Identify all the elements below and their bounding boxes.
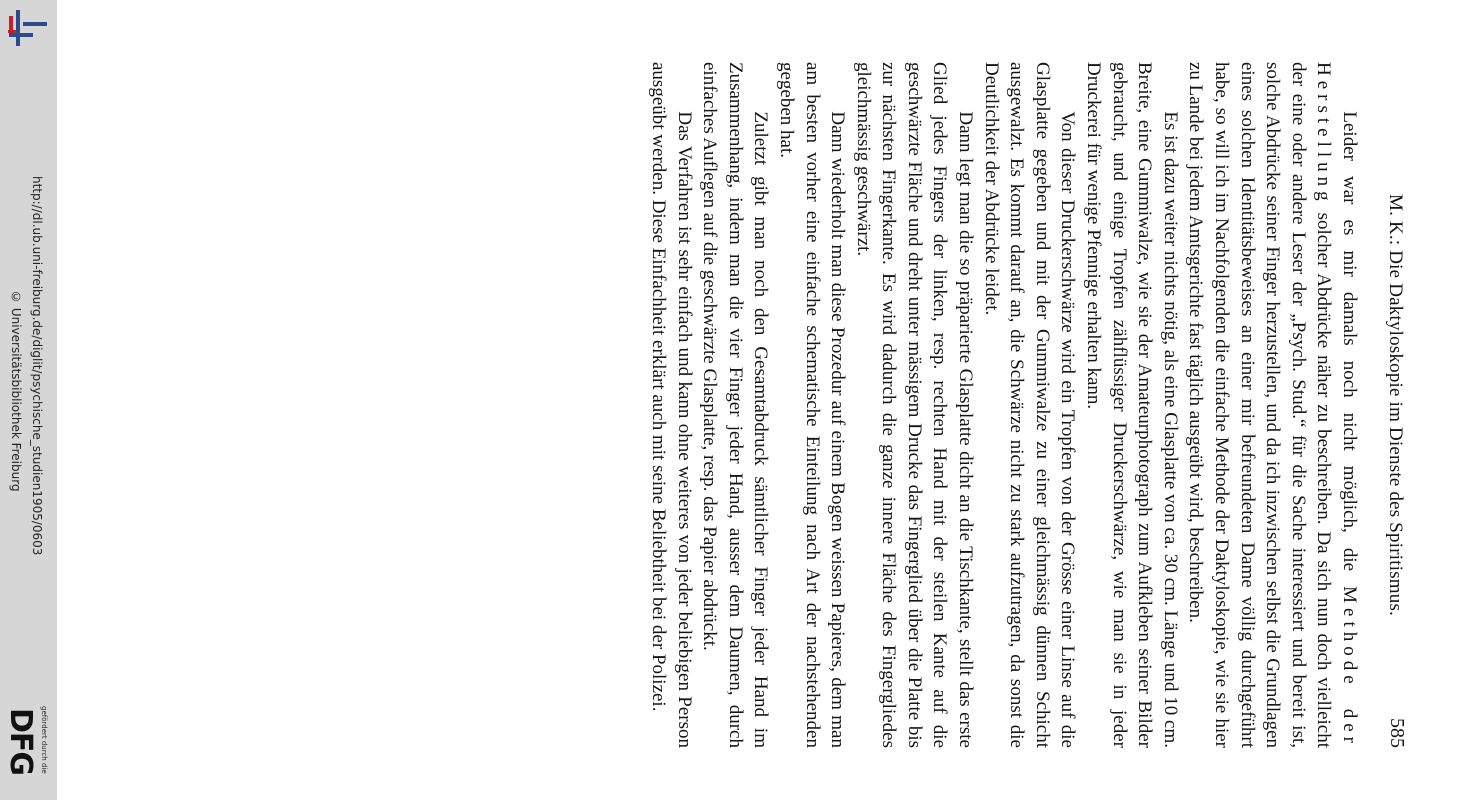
- viewer-sidebar: [0, 0, 57, 800]
- copyright-text: © Universitätsbibliothek Freiburg: [9, 290, 23, 492]
- paragraph: Es ist dazu weiter nichts nötig, als eine Glasplatte von ca. 30 cm. Länge und 10 cm. Breite, eine Gummiwalze, wie sie der Amateurphotograph zum Aufkleben seiner Bilder gebraucht, und einige Tropfen zähflüssiger Druckerschwärze, wie man sie in jeder Druckerei für wenige Pfennige erhalten kann.: [1083, 62, 1181, 748]
- page-number: 585: [1386, 718, 1408, 748]
- dfg-logo-text: DFG: [3, 708, 38, 776]
- paragraph: Zuletzt gibt man noch den Gesamtabdruck sämtlicher Finger jeder Hand im Zusammenhang, indem man die vier Finger jeder Hand, ausser dem Daumen, durch einfaches Auflegen auf die geschwärzte Glasplatte, resp. das Papier abdrückt.: [699, 62, 772, 748]
- paragraph: Dann legt man die so präparierte Glasplatte dicht an die Tischkante, stellt das erste Glied jedes Fingers der linken, resp. rechten Hand mit der steilen Kante auf die geschwärzte Fläche und dreht unter mässigem Drucke das Fingerglied über die Platte bis zur nächsten Fingerkante. Es wird dadurch die ganze innere Fläche des Fingergliedes gleichmässig geschwärzt.: [852, 62, 977, 748]
- paragraph: [1183, 62, 1362, 748]
- dfg-funded-text: gefördert durch die: [40, 706, 48, 774]
- spaced-emphasis: Methode der Herstellung: [1313, 62, 1360, 748]
- dfg-logo: [4, 706, 54, 792]
- page-header: [1378, 62, 1408, 748]
- paragraph: Von dieser Druckerschwärze wird ein Tropfen von der Grösse einer Linse auf die Glasplatte gegeben und mit der Gummiwalze zu einer gleichmässig dünnen Schicht ausgewalzt. Es kommt darauf an, die Schwärze nicht zu stark aufzutragen, da sonst die Deutlichkeit der Abdrücke leidet.: [980, 62, 1079, 748]
- running-title: M. K.: Die Daktyloskopie im Dienste des Spiritismus.: [1385, 193, 1406, 617]
- paragraph-text: solcher Abdrücke näher zu beschreiben. Da sich nun doch vielleicht der eine oder andere Leser der „Psych. Stud.“ für die Sache interessiert und bereit ist, solche Abdrücke seiner Finger herzustellen, und da ich inzwischen selbst die Grundlagen eines solchen Identitätsbeweises an einer mir befreundeten Dame völlig durchgeführt habe, so will ich im Nachfolgenden die einfache Methode der Daktyloskopie, wie sie hier zu Lande bei jedem Amtsgerichte fast täglich ausgeübt wird, beschreiben.: [1185, 62, 1335, 748]
- page-body: [645, 62, 1362, 748]
- paragraph-text: Leider war es mir damals noch nicht möglich, die: [1339, 111, 1360, 587]
- paragraph: Das Verfahren ist sehr einfach und kann ohne weiteres von jeder beliebigen Person ausgeübt werden. Diese Einfachheit erklärt auch mit seine Beliebtheit bei der Polizei.: [647, 62, 695, 748]
- paragraph: Dann wiederholt man diese Prozedur auf einem Bogen weissen Papieres, dem man am besten vorher eine einfache schematische Einteilung nach Art der nachstehenden gegeben hat.: [775, 62, 849, 748]
- scanned-page: [248, 62, 1408, 748]
- source-url-text: http://dl.ub.uni-freiburg.de/diglit/psychische_studien1905/0603: [30, 176, 44, 556]
